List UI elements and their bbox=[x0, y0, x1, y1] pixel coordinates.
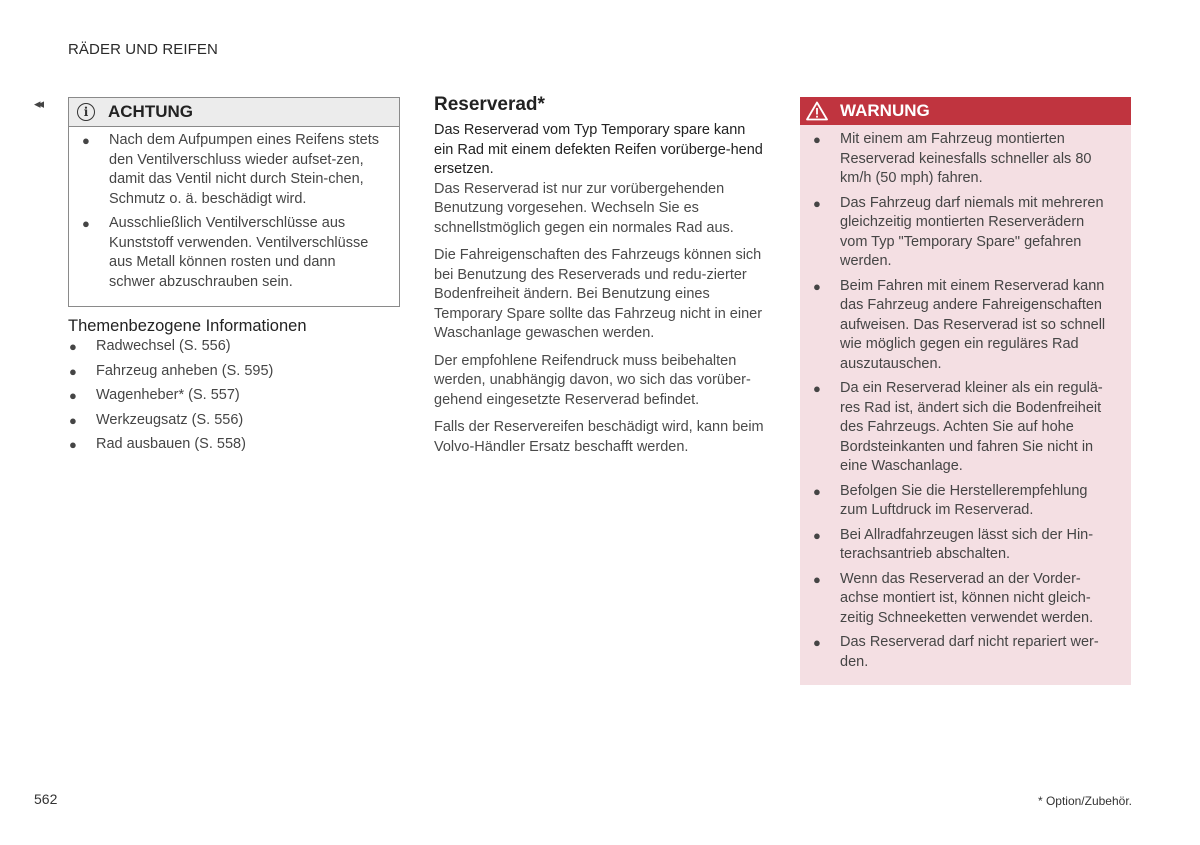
bullet-icon: ● bbox=[813, 195, 821, 211]
body-paragraph: Der empfohlene Reifendruck muss beibehalten werden, unabhängig davon, wo sich das vorüber-gehend eingesetzte Reserverad befindet. bbox=[434, 352, 751, 408]
bullet-icon: ● bbox=[813, 571, 821, 587]
warning-item-text: Da ein Reserverad kleiner als ein regulä-res Rad ist, ändert sich die Bodenfreiheit des Fahrzeugs. Achten Sie auf hohe Bordsteinkanten und fahren Sie nicht in eine Waschanlage. bbox=[840, 380, 1103, 474]
related-link-text[interactable]: Wagenheber* (S. 557) bbox=[96, 387, 240, 403]
page-number: 562 bbox=[34, 791, 58, 807]
warning-body bbox=[800, 125, 1131, 672]
body-paragraph: Die Fahreigenschaften des Fahrzeugs können sich bei Benutzung des Reserverads und redu-zierter Bodenfreiheit ändern. Bei Benutzung eines Temporary Spare sollte das Fahrzeug nicht in einer Waschanlage gewaschen werden. bbox=[434, 247, 763, 341]
bullet-icon: ● bbox=[69, 412, 77, 428]
warning-title: WARNUNG bbox=[840, 101, 930, 120]
warning-item bbox=[812, 130, 1111, 189]
bullet-icon: ● bbox=[69, 363, 77, 379]
caution-title: ACHTUNG bbox=[108, 102, 193, 121]
bullet-icon: ● bbox=[82, 133, 90, 148]
bullet-icon: ● bbox=[813, 381, 821, 396]
warning-box bbox=[800, 97, 1131, 685]
caution-body bbox=[69, 127, 399, 306]
warning-item bbox=[812, 570, 1111, 629]
lead-paragraph: Das Reserverad vom Typ Temporary spare kann ein Rad mit einem defekten Reifen vorüberge-hend ersetzen. bbox=[434, 122, 763, 177]
warning-triangle-icon bbox=[806, 101, 828, 121]
related-link-text[interactable]: Radwechsel (S. 556) bbox=[96, 338, 231, 354]
bullet-icon: ● bbox=[813, 483, 821, 499]
bullet-icon: ● bbox=[813, 278, 821, 294]
related-link-text[interactable]: Rad ausbauen (S. 558) bbox=[96, 436, 246, 452]
warning-item bbox=[812, 526, 1111, 565]
warning-item bbox=[812, 194, 1111, 272]
bullet-icon: ● bbox=[813, 527, 821, 543]
warning-item-text: Das Reserverad darf nicht repariert wer-den. bbox=[840, 634, 1099, 670]
warning-item bbox=[812, 277, 1111, 375]
related-link[interactable] bbox=[68, 362, 398, 382]
bullet-icon: ● bbox=[69, 388, 77, 403]
caution-item-text: Ausschließlich Ventilverschlüsse aus Kunststoff verwenden. Ventilverschlüsse aus Metall können rosten und dann schwer abzuschrauben sein. bbox=[109, 215, 369, 290]
bullet-icon: ● bbox=[69, 437, 77, 452]
bullet-icon: ● bbox=[69, 339, 77, 354]
related-link[interactable] bbox=[68, 337, 398, 357]
bullet-icon: ● bbox=[813, 635, 821, 650]
warning-item-text: Mit einem am Fahrzeug montierten Reserverad keinesfalls schneller als 80 km/h (50 mph) fahren. bbox=[840, 131, 1092, 186]
caution-item-text: Nach dem Aufpumpen eines Reifens stets den Ventilverschluss wieder aufset-zen, damit das Ventil nicht durch Stein-chen, Schmutz o. ä. beschädigt wird. bbox=[109, 132, 380, 207]
related-link[interactable] bbox=[68, 411, 398, 431]
warning-header bbox=[800, 97, 1131, 125]
warning-item-text: Befolgen Sie die Herstellerempfehlung zum Luftdruck im Reserverad. bbox=[840, 482, 1088, 518]
warning-item bbox=[812, 633, 1111, 672]
related-link[interactable] bbox=[68, 435, 398, 455]
warning-item-text: Beim Fahren mit einem Reserverad kann das Fahrzeug andere Fahreigenschaften aufweisen. Das Reserverad ist so schnell wie möglich gegen ein reguläres Rad auszutauschen. bbox=[840, 277, 1106, 372]
info-icon: i bbox=[77, 103, 95, 121]
main-section bbox=[434, 94, 766, 465]
caution-box bbox=[68, 97, 400, 307]
warning-item-text: Bei Allradfahrzeugen lässt sich der Hin-terachsantrieb abschalten. bbox=[840, 526, 1094, 562]
body-paragraph: Das Reserverad ist nur zur vorübergehenden Benutzung vorgesehen. Wechseln Sie es schnellstmöglich gegen ein normales Rad aus. bbox=[434, 180, 734, 236]
warning-item-text: Wenn das Reserverad an der Vorder-achse montiert ist, können nicht gleich-zeitig Schneeketten verwendet werden. bbox=[840, 570, 1094, 626]
related-info-list bbox=[68, 337, 398, 460]
back-arrow-icon[interactable]: ◂◂ bbox=[34, 96, 42, 111]
warning-list bbox=[812, 130, 1111, 672]
bullet-icon: ● bbox=[813, 132, 821, 147]
section-title: Reserverad* bbox=[434, 94, 545, 115]
related-info-title: Themenbezogene Informationen bbox=[68, 317, 307, 335]
caution-list bbox=[81, 131, 383, 292]
caution-header bbox=[69, 98, 399, 127]
related-link[interactable] bbox=[68, 386, 398, 406]
warning-item bbox=[812, 379, 1111, 477]
caution-item bbox=[81, 214, 383, 292]
warning-item-text: Das Fahrzeug darf niemals mit mehreren gleichzeitig montierten Reserverädern vom Typ "Temporary Spare" gefahren werden. bbox=[840, 194, 1104, 269]
caution-item bbox=[81, 131, 383, 209]
section-header: RÄDER UND REIFEN bbox=[68, 41, 218, 58]
footnote: * Option/Zubehör. bbox=[1037, 794, 1132, 808]
related-link-text[interactable]: Werkzeugsatz (S. 556) bbox=[96, 411, 244, 428]
bullet-icon: ● bbox=[82, 216, 90, 231]
related-link-text[interactable]: Fahrzeug anheben (S. 595) bbox=[96, 362, 274, 379]
warning-item bbox=[812, 482, 1111, 521]
body-paragraph: Falls der Reservereifen beschädigt wird, kann beim Volvo-Händler Ersatz beschafft werden. bbox=[434, 419, 764, 455]
